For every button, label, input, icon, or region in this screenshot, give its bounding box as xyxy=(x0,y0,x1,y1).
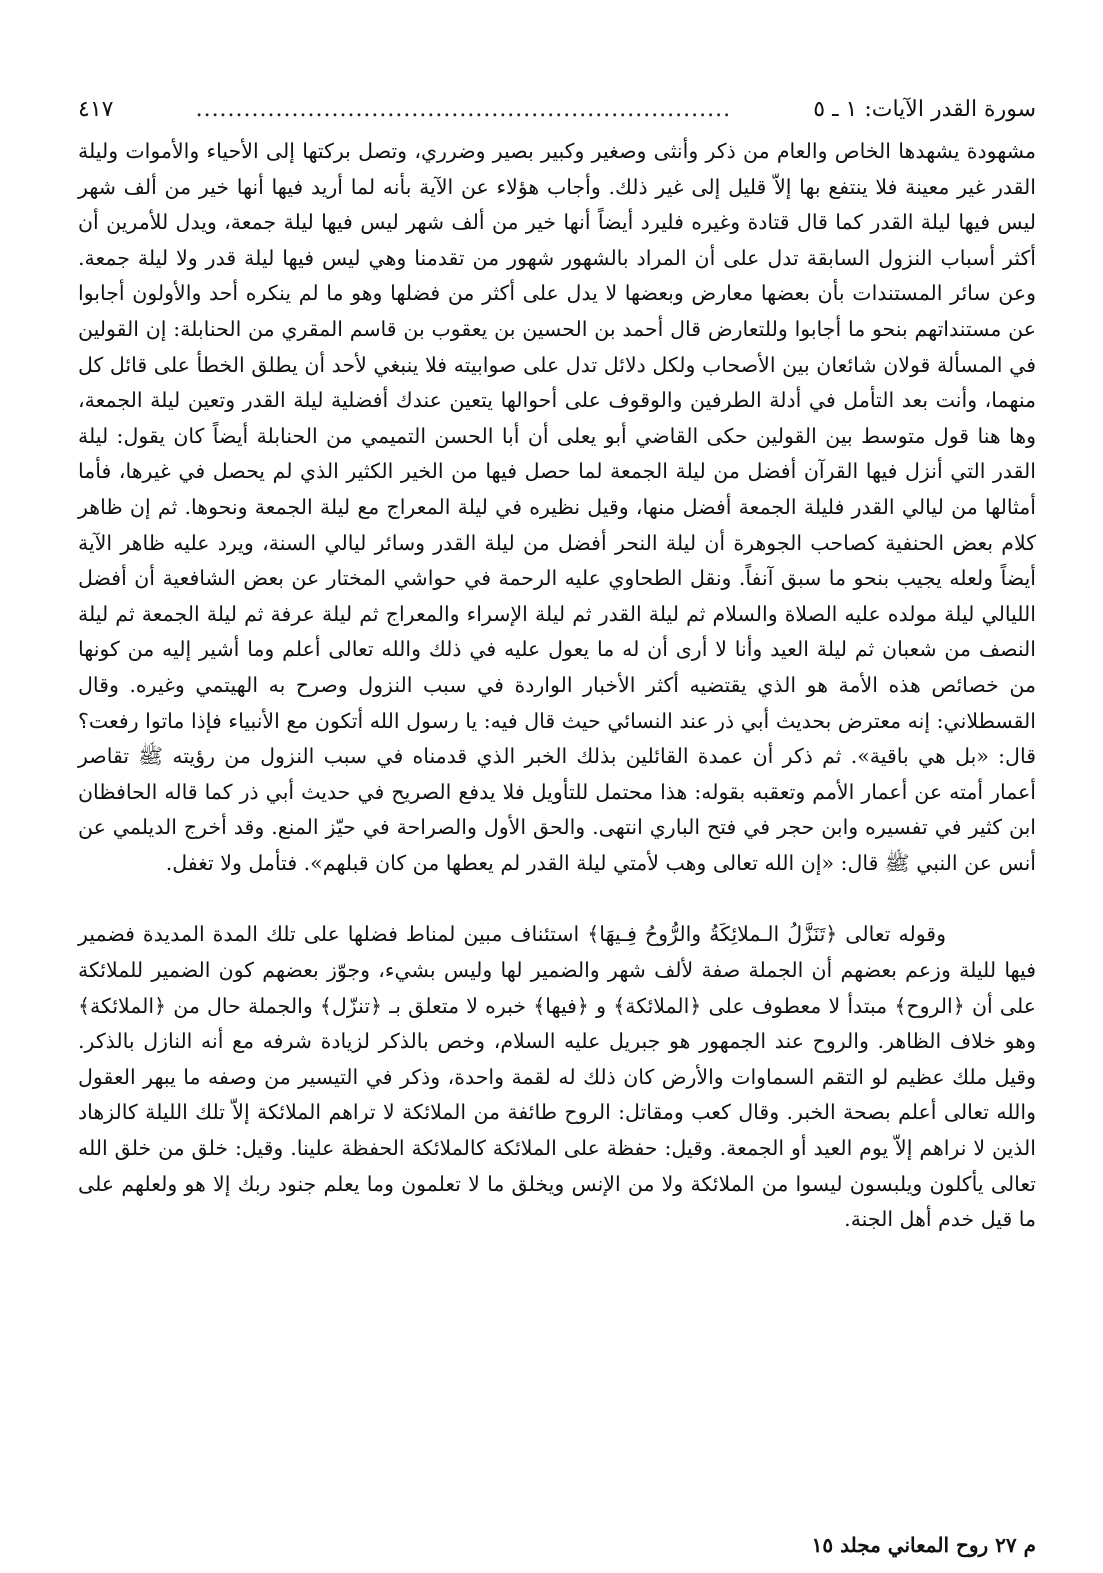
surah-title: سورة القدر الآيات: ١ ـ ٥ xyxy=(813,97,1036,122)
paragraph-1: مشهودة يشهدها الخاص والعام من ذكر وأنثى وصغير وكبير بصير وضرري، وتصل بركتها إلى الأحياء والأموات وليلة القدر غير معينة فلا ينتفع بها إلاّ قليل إلى غير ذلك. وأجاب هؤلاء عن الآية بأنه لما أريد فيها أنها خير من ألف شهر ليس فيها ليلة القدر كما قال قتادة وغيره فليرد أيضاً أنها خير من ألف شهر ليس فيها ليلة جمعة، ويدل للأمرين أن أكثر أسباب النزول السابقة تدل على أن المراد بالشهور شهور من تقدمنا وهي ليس فيها ليلة قدر ولا ليلة جمعة. وعن سائر المستندات بأن بعضها معارض وبعضها لا يدل على أكثر من فضلها وهو ما لم ينكره أحد والأولون أجابوا عن مستنداتهم بنحو ما أجابوا وللتعارض قال أحمد بن الحسين بن يعقوب بن قاسم المقري من الحنابلة: إن القولين في المسألة قولان شائعان بين الأصحاب ولكل دلائل تدل على صوابيته فلا ينبغي لأحد أن يطلق الخطأ على قائل كل منهما، وأنت بعد التأمل في أدلة الطرفين والوقوف على أحوالها يتعين عندك أفضلية ليلة القدر وتعين ليلة الجمعة، وها هنا قول متوسط بين القولين حكى القاضي أبو يعلى أن أبا الحسن التميمي من الحنابلة أيضاً كان يقول: ليلة القدر التي أنزل فيها القرآن أفضل من ليلة الجمعة لما حصل فيها من الخير الكثير الذي لم يحصل في غيرها، فأما أمثالها من ليالي القدر فليلة الجمعة أفضل منها، وقيل نظيره في ليلة المعراج مع ليلة الجمعة ونحوها. ثم إن ظاهر كلام بعض الحنفية كصاحب الجوهرة أن ليلة النحر أفضل من ليلة القدر وسائر ليالي السنة، ويرد عليه ظاهر الآية أيضاً ولعله يجيب بنحو ما سبق آنفاً. ونقل الطحاوي عليه الرحمة في حواشي المختار عن بعض الشافعية أن أفضل الليالي ليلة مولده عليه الصلاة والسلام ثم ليلة القدر ثم ليلة الإسراء والمعراج ثم ليلة عرفة ثم ليلة الجمعة ثم ليلة النصف من شعبان ثم ليلة العيد وأنا لا أرى أن له ما يعول عليه في ذلك والله تعالى أعلم وما أشير إليه من كونها من خصائص هذه الأمة هو الذي يقتضيه أكثر الأخبار الواردة في سبب النزول وصرح به الهيتمي وغيره. وقال القسطلاني: إنه معترض بحديث أبي ذر عند النسائي حيث قال فيه: يا رسول الله أتكون مع الأنبياء فإذا ماتوا رفعت؟ قال: «بل هي باقية». ثم ذكر أن عمدة القائلين بذلك الخبر الذي قدمناه في سبب النزول من رؤيته ﷺ تقاصر أعمار أمته عن أعمار الأمم وتعقبه بقوله: هذا محتمل للتأويل فلا يدفع الصريح في حديث أبي ذر كما قاله الحافظان ابن كثير في تفسيره وابن حجر في فتح الباري انتهى. والحق الأول والصراحة في حيّز المنع. وقد أخرج الديلمي عن أنس عن النبي ﷺ قال: «إن الله تعالى وهب لأمتي ليلة القدر لم يعطها من كان قبلهم». فتأمل ولا تغفل. xyxy=(78,139,1036,875)
book-page xyxy=(78,90,1036,1560)
signature-footer: م ٢٧ روح المعاني مجلد ١٥ xyxy=(811,1533,1036,1557)
paragraph-2: وقوله تعالى ﴿تَنَزَّلُ الـملائِكَةُ والرُّوحُ فِـيهَا﴾ استئناف مبين لمناط فضلها على تلك المدة المديدة فضمير فيها لليلة وزعم بعضهم أن الجملة صفة لألف شهر والضمير لها وليس بشيء، وجوّز بعضهم كون الضمير للملائكة على أن ﴿الروح﴾ مبتدأ لا معطوف على ﴿الملائكة﴾ و ﴿فيها﴾ خبره لا متعلق بـ ﴿تنزّل﴾ والجملة حال من ﴿الملائكة﴾ وهو خلاف الظاهر. والروح عند الجمهور هو جبريل عليه السلام، وخص بالذكر لزيادة شرفه مع أنه النازل بالذكر. وقيل ملك عظيم لو التقم السماوات والأرض كان ذلك له لقمة واحدة، وذكر في التيسير من وصفه ما يبهر العقول والله تعالى أعلم بصحة الخبر. وقال كعب ومقاتل: الروح طائفة من الملائكة لا تراهم الملائكة إلاّ تلك الليلة كالزهاد الذين لا نراهم إلاّ يوم العيد أو الجمعة. وقيل: حفظة على الملائكة كالملائكة الحفظة علينا. وقيل: خلق من خلق الله تعالى يأكلون ويلبسون ليسوا من الملائكة ولا من الإنس ويخلق ما لا تعلمون وما يعلم جنود ربك إلا هو ولعلهم على ما قيل خدم أهل الجنة. xyxy=(78,922,1036,1232)
page-number: ٤١٧ xyxy=(78,97,114,122)
leader-dots: ................................................................... xyxy=(195,97,732,122)
running-header xyxy=(78,90,1036,130)
